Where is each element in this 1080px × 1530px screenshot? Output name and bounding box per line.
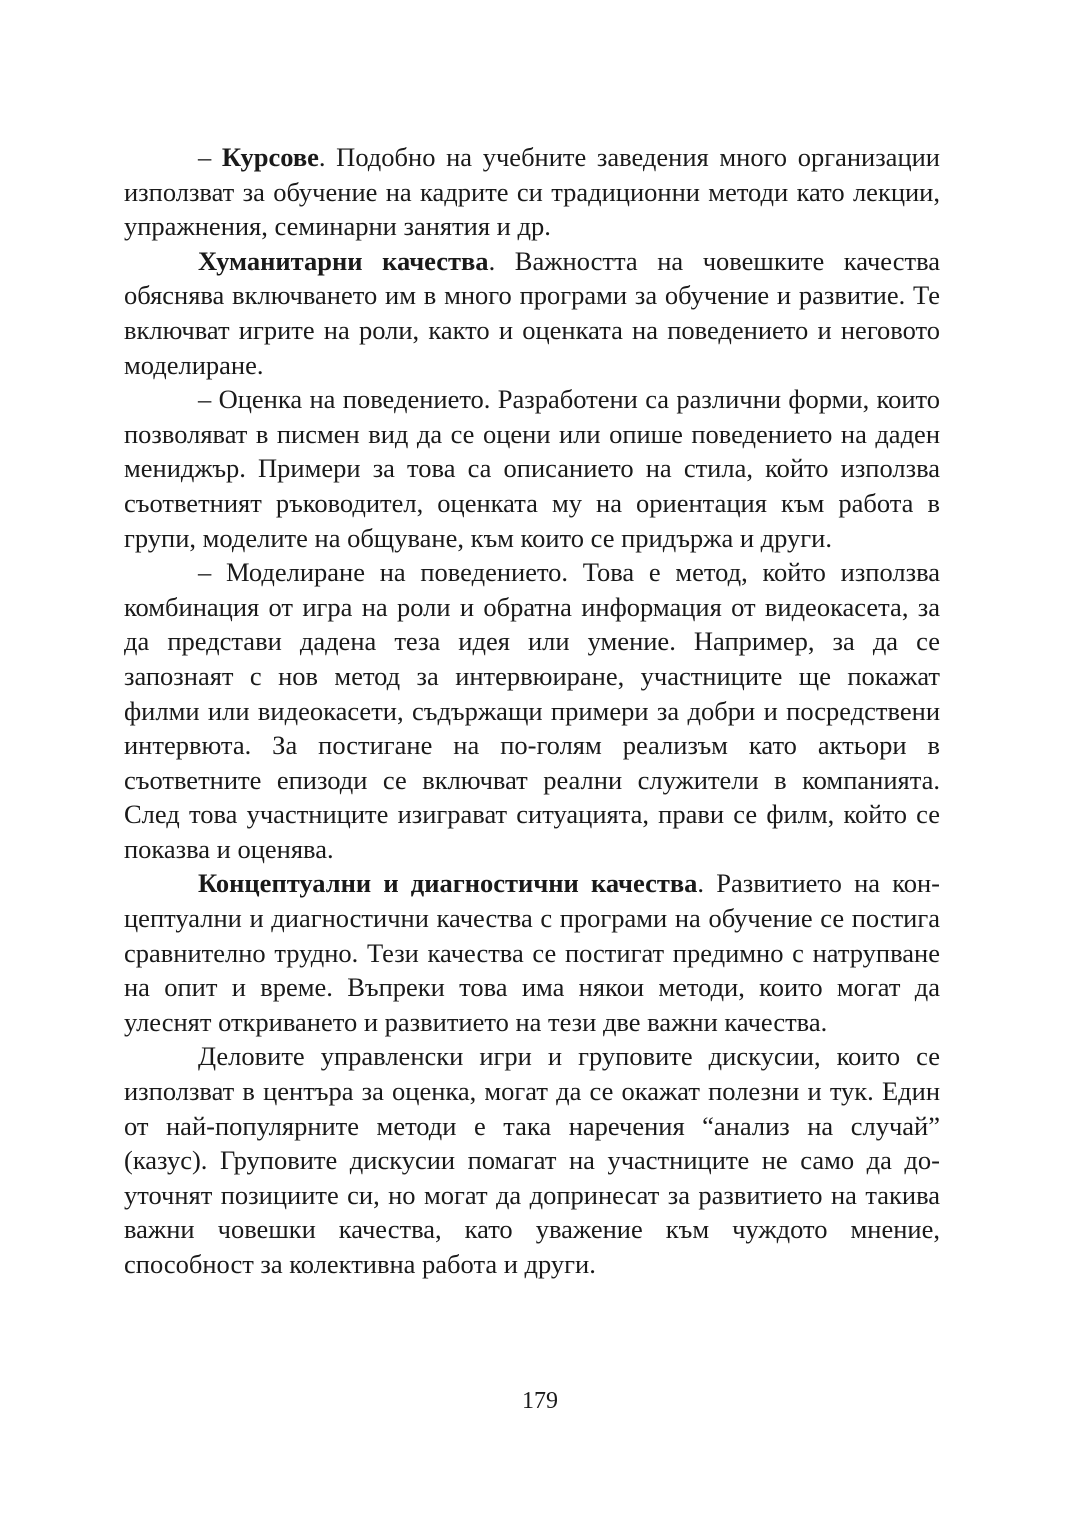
paragraph-heading: Концептуални и диагностични качества: [198, 868, 698, 899]
paragraph-behavior-modeling: [124, 555, 940, 866]
paragraph-behavior-assessment: [124, 382, 940, 555]
paragraph-business-games: [124, 1039, 940, 1281]
paragraph-heading: Курсове: [221, 142, 319, 172]
page-number: 179: [522, 1388, 558, 1414]
paragraph-humanitarian-qualities: [124, 244, 940, 382]
paragraph-text: . Подобно на учебните заведения много организации използват за обучение на кадрите си традиционни методи като лекции, упражнения, семинарни занятия и др.: [124, 142, 940, 242]
paragraph-heading: Хуманитарни качества: [198, 245, 489, 276]
paragraph-text: . Важността на човешките качества обяснява включването им в много програми за обучение и развитие. Те включват игрите на роли, както и оценката на поведението и неговото моделиране.: [124, 245, 940, 380]
page-body: [124, 140, 940, 1282]
paragraph-text: – Моделиране на поведението. Това е метод, който използва комбинация от игра на роли и обратна информация от видеокасета, за да представи дадена теза идея или умение. Например, за да се запознаят с нов метод за интервюиране, участниците ще покажат филми или видеокасети, съдържащи примери за добри и посредствени интервюта. За постигане на по-голям реализъм като актьори в съответните епизоди се включват реални служители в компанията. След това участниците изиграват ситуацията, прави се филм, който се показва и оценява.: [124, 557, 940, 864]
paragraph-courses: [124, 140, 940, 244]
paragraph-conceptual-qualities: [124, 866, 940, 1039]
paragraph-text: Деловите управленски игри и груповите дискусии, които се използват в центъра за оценка, могат да се окажат полезни и тук. Един от най-популярните методи е така наречения “анализ на случай” (казус). Груповите дискусии помагат на участниците не само да доуточнят позициите си, но могат да допринесат за развитието на такива важни човешки качества, като уважение към чуждото мнение, способност за колективна работа и други.: [124, 1041, 940, 1279]
paragraph-lead: –: [198, 142, 222, 172]
paragraph-text: – Оценка на поведението. Разработени са различни форми, които позволяват в писмен вид да се оцени или опише поведението на даден мениджър. Примери за това са описанието на стила, който използва съответният ръководител, оценката му на ориентация към работа в групи, моделите на общуване, към които се придържа и други.: [124, 384, 940, 553]
paragraph-text: . Развитието на концептуални и диагностични качества с програми на обучение се постига сравнително трудно. Тези качества се постигат предимно с натрупване на опит и време. Въпреки това има някои методи, които могат да улеснят откриването и развитието на тези две важни качества.: [124, 868, 940, 1037]
